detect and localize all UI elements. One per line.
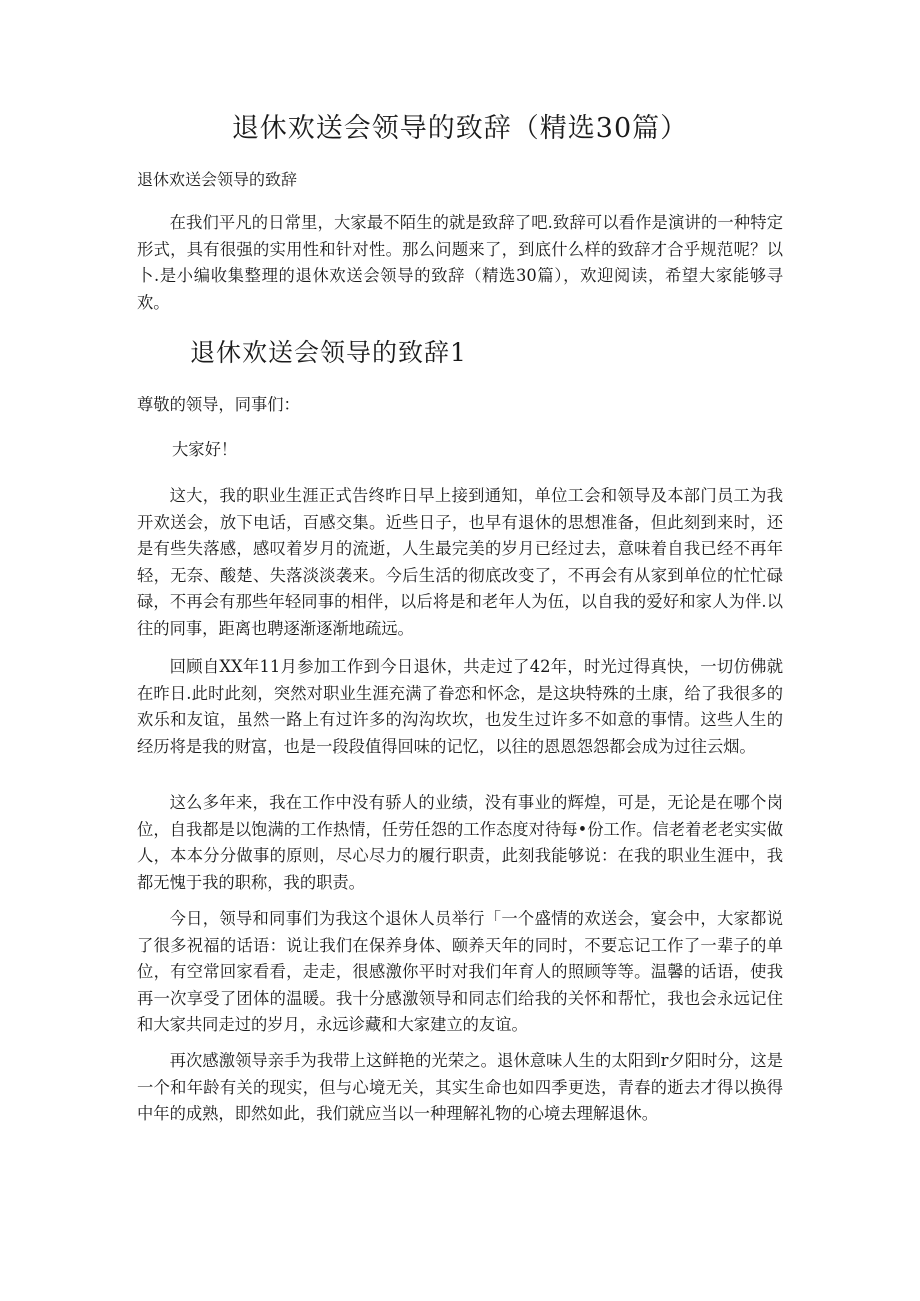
body-paragraph-2: 回顾自XX年11月参加工作到今日退休，共走过了42年，时光过得真快，一切仿佛就在昨日.此时此刻，突然对职业生涯充满了眷恋和怀念，是这块特殊的土康，给了我很多的欢乐和友谊，虽然一路上有过许多的沟沟坎坎，也发生过许多不如意的事情。这些人生的经历将是我的财富，也是一段段值得回味的记忆，以往的恩恩怨怨都会成为过往云烟。: [137, 657, 783, 756]
salutation: 尊敬的领导，同事们：: [137, 395, 300, 414]
body-paragraph-1: 这大，我的职业生涯正式告终昨日早上接到通知，单位工会和领导及本部门员工为我开欢送会，放下电话，百感交集。近些日子，也早有退休的思想准备，但此刻到来时，还是有些失落感，感叹着岁月的流逝，人生最完美的岁月已经过去，意味着自我已经不再年轻，无奈、酸楚、失落淡淡袭来。今后生活的彻底改变了，不再会有从家到单位的忙忙碌碌，不再会有那些年轻同事的相伴，以后将是和老年人为伍，以自我的爱好和家人为伴.以往的同事，距离也聘逐渐逐渐地疏远。: [137, 486, 783, 638]
body-paragraph-5: 再次感激领导亲手为我带上这鲜艳的光荣之。退休意味人生的太阳到r夕阳时分，这是一个和年龄有关的现实，但与心境无关，其实生命也如四季更迭，青春的逝去才得以换得中年的成熟，即然如此，我们就应当以一种理解礼物的心境去理解退休。: [137, 1051, 783, 1123]
intro-paragraph: 在我们平凡的日常里，大家最不陌生的就是致辞了吧.致辞可以看作是演讲的一种特定形式，具有很强的实用性和针对性。那么问题来了，到底什么样的致辞才合乎规范呢？以卜.是小编收集整理的退休欢送会领导的致辞（精选30篇），欢迎阅读，希望大家能够寻欢。: [137, 213, 783, 312]
section-heading: 退休欢送会领导的致辞1: [190, 338, 467, 367]
body-paragraph-4: 今日，领导和同事们为我这个退休人员举行「一个盛情的欢送会，宴会中，大家都说了很多祝福的话语：说让我们在保养身体、颐养天年的同时，不要忘记工作了一辈子的单位，有空常回家看看，走走，很感激你平时对我们年育人的照顾等等。温馨的话语，使我再一次享受了团体的温暖。我十分感激领导和同志们给我的关怀和帮忙，我也会永远记住和大家共同走过的岁月，永远诊藏和大家建立的友谊。: [137, 909, 783, 1034]
body-paragraph-3: 这么多年来，我在工作中没有骄人的业绩，没有事业的辉煌，可是，无论是在哪个岗位，自我都是以饱满的工作热情，任劳任怨的工作态度对待每•份工作。信老着老老实实做人，本本分分做事的原则，尽心尽力的履行职责，此刻我能够说：在我的职业生涯中，我都无愧于我的职称，我的职责。: [137, 793, 783, 892]
greeting: 大家好！: [172, 440, 238, 459]
document-subtitle: 退休欢送会领导的致辞: [137, 170, 298, 189]
document-title: 退休欢送会领导的致辞（精选30篇）: [231, 113, 689, 144]
